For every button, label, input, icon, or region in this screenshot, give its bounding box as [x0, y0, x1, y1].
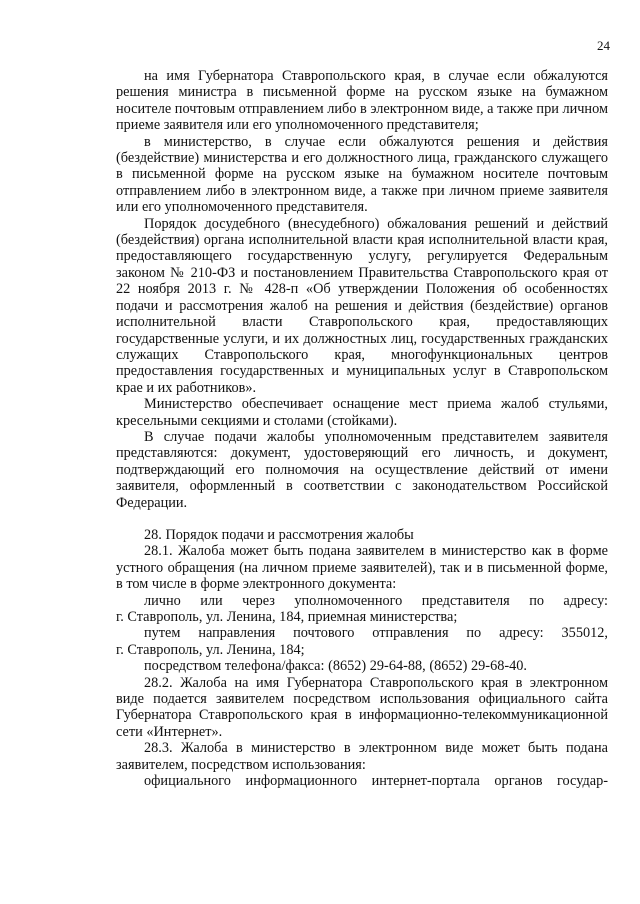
page-number: 24 — [597, 38, 610, 53]
document-body — [116, 68, 608, 789]
section-spacer — [116, 511, 608, 527]
item-phone: посредством телефона/факса: (8652) 29-64-88, (8652) 29-68-40. — [144, 658, 527, 675]
item-mail-address: г. Ставрополь, ул. Ленина, 184; — [116, 641, 305, 658]
paragraph-28-2: 28.2. Жалоба на имя Губернатора Ставропольского края в электронном виде подается заявителем посредством использования официального сайта Губернатора Ставропольского края в информационно-телекоммуникационной сети «Интернет». — [116, 674, 608, 740]
paragraph-governor-appeal: на имя Губернатора Ставропольского края, в случае если обжалуются решения министра в письменной форме на русском языке на бумажном носителе почтовым отправлением либо в электронном виде, а также при личном приеме заявителя или его уполномоченного представителя; — [116, 68, 608, 134]
section-heading: 28. Порядок подачи и рассмотрения жалобы — [144, 526, 414, 543]
paragraph-28-1: 28.1. Жалоба может быть подана заявителем в министерство как в форме устного обращения (на личном приеме заявителей), так и в письменной форме, в том числе в форме электронного документа: — [116, 543, 608, 593]
item-personal: лично или через уполномоченного представителя по адресу: — [144, 592, 608, 609]
item-mail: путем направления почтового отправления по адресу: 355012, — [144, 625, 608, 642]
item-portal: официального информационного интернет-портала органов государ- — [144, 773, 608, 790]
paragraph-representative: В случае подачи жалобы уполномоченным представителем заявителя представляются: документ, удостоверяющий его личность, и документ, подтверждающий его полномочия на осуществление действий от имени заявителя, оформленный в соответствии с законодательством Российской Федерации. — [116, 428, 608, 511]
item-personal-address: г. Ставрополь, ул. Ленина, 184, приемная министерства; — [116, 609, 458, 625]
paragraph-28-3: 28.3. Жалоба в министерство в электронном виде может быть подана заявителем, посредством использования: — [116, 740, 608, 773]
paragraph-ministry-appeal: в министерство, в случае если обжалуются решения и действия (бездействие) министерства и его должностного лица, гражданского служащего в письменной форме на русском языке на бумажном носителе почтовым отправлением либо в электронном виде, а также при личном приеме заявителя или его уполномоченного представителя. — [116, 133, 608, 216]
paragraph-reception-equipment: Министерство обеспечивает оснащение мест приема жалоб стульями, кресельными секциями и столами (стойками). — [116, 396, 608, 429]
paragraph-appeal-procedure: Порядок досудебного (внесудебного) обжалования решений и действий (бездействия) органа исполнительной власти края исполнительной власти края, предоставляющего государственную услугу, регулируется Федеральным законом № 210-ФЗ и постановлением Правительства Ставропольского края от 22 ноября 2013 г. № 428-п «Об утверждении Положения об особенностях подачи и рассмотрения жалоб на решения и действия (бездействие) органов исполнительной власти Ставропольского края, предоставляющих государственные услуги, и их должностных лиц, государственных гражданских служащих Ставропольского края, многофункциональных центров предоставления государственных и муниципальных услуг в Ставропольском крае и их работников». — [116, 215, 608, 396]
